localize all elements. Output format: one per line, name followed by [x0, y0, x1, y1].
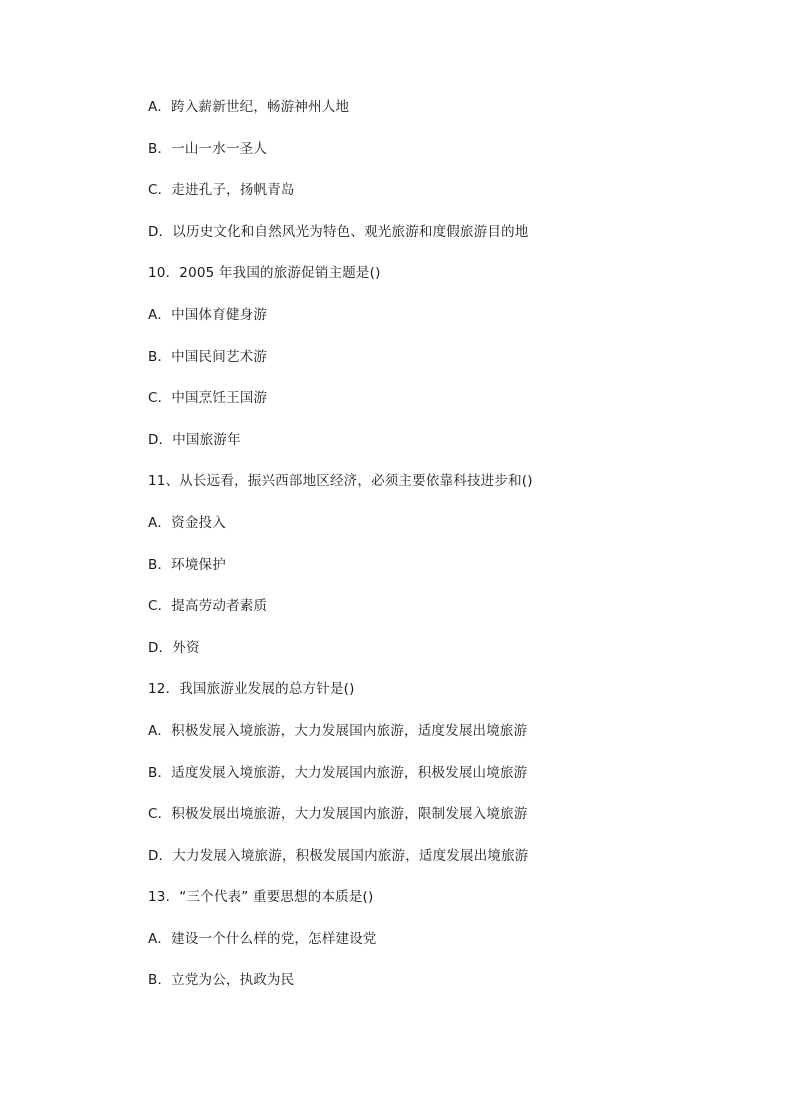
option-line: C．中国烹饪王国游	[148, 390, 268, 407]
question-list	[148, 96, 748, 1011]
option-line: D．中国旅游年	[148, 431, 241, 448]
option-line: A．积极发展入境旅游，大力发展国内旅游，适度发展出境旅游	[148, 722, 528, 739]
option-line: C．提高劳动者素质	[148, 598, 268, 615]
option-line: B．一山一水一圣人	[148, 140, 268, 157]
option-line: C．积极发展出境旅游，大力发展国内旅游，限制发展入境旅游	[148, 806, 528, 823]
option-line: A．跨入薪新世纪，畅游神州人地	[148, 99, 350, 115]
question-line: 13．“三个代表” 重要思想的本质是()	[148, 889, 374, 906]
option-line: B．环境保护	[148, 556, 226, 573]
option-line: B．适度发展入境旅游，大力发展国内旅游，积极发展山境旅游	[148, 764, 528, 781]
option-line: B．立党为公，执政为民	[148, 972, 295, 989]
option-line: A．建设一个什么样的党，怎样建设党	[148, 930, 377, 947]
option-line: D．外资	[148, 639, 200, 656]
question-line: 10．2005 年我国的旅游促销主题是()	[148, 265, 381, 282]
option-line: A．资金投入	[148, 514, 226, 531]
option-line: D．以历史文化和自然风光为特色、观光旅游和度假旅游目的地	[148, 223, 529, 240]
option-line: D．大力发展入境旅游，积极发展国内旅游，适度发展出境旅游	[148, 847, 529, 864]
option-line: B．中国民间艺术游	[148, 348, 268, 365]
question-line: 12．我国旅游业发展的总方针是()	[148, 681, 355, 698]
question-line: 11、从长远看，振兴西部地区经济，必须主要依靠科技进步和()	[148, 473, 533, 490]
option-line: C．走进孔子，扬帆青岛	[148, 182, 295, 199]
option-line: A．中国体育健身游	[148, 306, 268, 323]
